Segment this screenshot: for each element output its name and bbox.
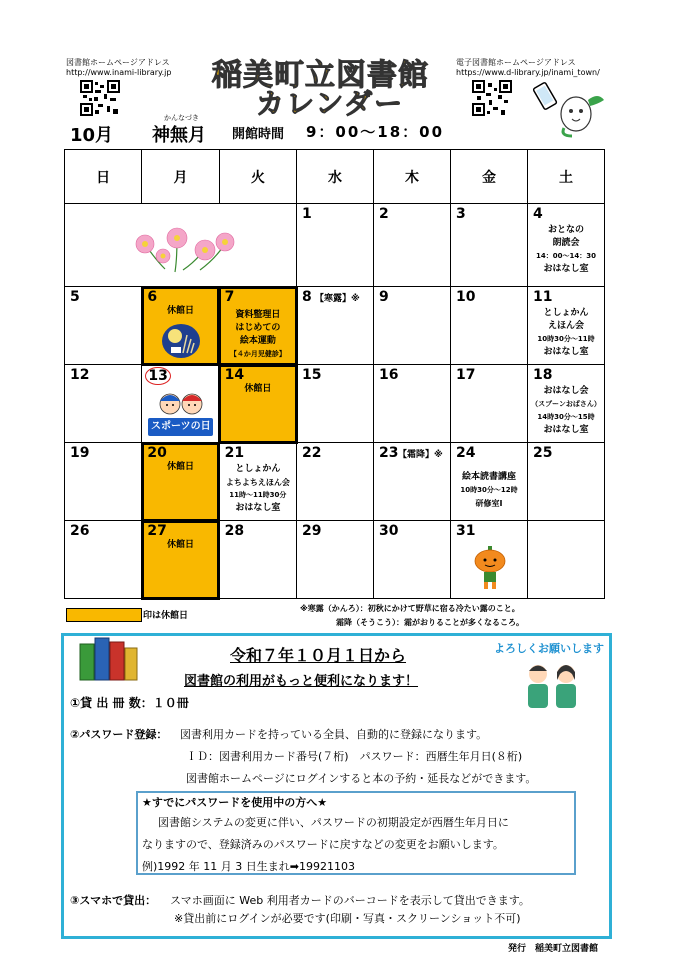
day-cell-3: [451, 204, 528, 287]
day-cell-5: [65, 287, 142, 365]
weekday-sat: 土: [528, 150, 605, 204]
smartphone-loan-label: ③スマホで貸出：: [70, 894, 157, 907]
day-number: 24: [456, 445, 476, 461]
calendar-grid: [64, 149, 605, 599]
event-reading-lecture: 絵本読書講座 10時30分～12時 研修室Ⅰ: [460, 472, 518, 508]
day-cell-16: [374, 365, 451, 443]
day-number: 3: [456, 206, 466, 222]
day-cell-28: [219, 521, 296, 599]
day-number: 25: [533, 445, 553, 461]
month-label: 10月: [70, 125, 114, 146]
day-number: 16: [379, 367, 399, 383]
closed-day-label: 休館日: [166, 540, 194, 550]
day-number: 17: [456, 367, 476, 383]
day-cell-13: [142, 365, 219, 443]
day-cell-14: [219, 365, 296, 443]
solar-term-label: 【寒露】※: [315, 294, 360, 304]
day-cell-31: [451, 521, 528, 599]
day-number: 26: [70, 523, 90, 539]
weekday-wed: 水: [297, 150, 374, 204]
notice-line-2: なりますので、登録済みのパスワードに戻すなどの変更をお願いします。: [142, 838, 504, 851]
day-cell-24: [451, 443, 528, 521]
day-number: 11: [533, 289, 553, 305]
day-cell-29: [297, 521, 374, 599]
week-row-3: [65, 365, 605, 443]
day-number: 2: [379, 206, 389, 222]
week-row-5: [65, 521, 605, 599]
greeting-text: よろしくお願いします: [494, 642, 604, 655]
day-cell-25: [528, 443, 605, 521]
pumpkin-character-icon: [473, 545, 507, 591]
day-number: 18: [533, 367, 553, 383]
weekday-tue: 火: [219, 150, 296, 204]
notice-example: 例)1992 年 11 月 3 日生まれ➡19921103: [142, 860, 355, 873]
day-number: 8: [302, 289, 312, 305]
day-number: 1: [302, 206, 312, 222]
day-cell-7: [219, 287, 296, 365]
closed-day-label: 休館日: [166, 462, 194, 472]
day-cell-22: [297, 443, 374, 521]
legend-note-kanro: ※寒露（かんろ）：初秋にかけて野草に宿る冷たい露のこと。: [300, 604, 520, 613]
week-row-2: [65, 287, 605, 365]
day-cell-2: [374, 204, 451, 287]
page-title: 稲美町立図書館: [212, 58, 429, 93]
phone-mascot-illustration: [532, 78, 612, 140]
opening-hours: 9：00～18：00: [306, 123, 445, 141]
day-number: 15: [302, 367, 322, 383]
id-password-format: ＩＤ：図書利用カード番号(７桁) パスワード：西暦生年月日(８桁): [186, 750, 523, 763]
closed-day-label: 休館日: [244, 384, 272, 394]
sports-kids-icon: [154, 387, 208, 417]
weekday-sun: 日: [65, 150, 142, 204]
event-toddler-books: としょかん よちよちえほん会 11時～11時30分 おはなし室: [225, 464, 290, 513]
day-cell-15: [297, 365, 374, 443]
weekday-fri: 金: [451, 150, 528, 204]
week-row-4: [65, 443, 605, 521]
day-number: 10: [456, 289, 476, 305]
event-picture-book: としょかん えほん会 10時30分～11時 おはなし室: [537, 308, 595, 357]
day-number: 31: [456, 523, 476, 539]
day-number: 19: [70, 445, 90, 461]
day-cell-17: [451, 365, 528, 443]
weekday-header-row: [65, 150, 605, 204]
day-number: 4: [533, 206, 543, 222]
day-cell-12: [65, 365, 142, 443]
day-cell-8: [297, 287, 374, 365]
ebook-qr-code[interactable]: [472, 80, 512, 116]
bowing-staff-icon: [520, 656, 586, 712]
day-cell-9: [374, 287, 451, 365]
weekday-mon: 月: [142, 150, 219, 204]
sports-day-badge: スポーツの日: [148, 418, 213, 436]
closed-day-label: 休館日: [166, 306, 194, 316]
page-subtitle: カレンダー: [256, 87, 405, 120]
day-number: 29: [302, 523, 322, 539]
event-storytime: おはなし会 （スプーンおばさん） 14時30分～15時 おはなし室: [531, 386, 601, 435]
event-adult-reading: おとなの 朗読会 14：00～14：30 おはなし室: [536, 225, 596, 274]
books-icon: [76, 634, 140, 682]
library-qr-code[interactable]: [80, 80, 120, 116]
weekday-thu: 木: [374, 150, 451, 204]
week-row-1: [65, 204, 605, 287]
day-cell-11: [528, 287, 605, 365]
day-number: 9: [379, 289, 389, 305]
solar-term-label: 【霜降】※: [398, 450, 443, 460]
day-cell-20: [142, 443, 219, 521]
holiday-day-number: 13: [145, 367, 170, 385]
moon-viewing-icon: [161, 323, 201, 359]
closed-day-swatch: [66, 608, 142, 622]
month-name: 神無月: [152, 125, 206, 146]
library-hp-url[interactable]: http://www.inami-library.jp: [66, 68, 172, 77]
day-number: 27: [147, 523, 167, 539]
month-name-ruby: かんなづき: [164, 114, 199, 122]
library-hp-label: 図書館ホームページアドレス: [66, 58, 170, 67]
day-number: 5: [70, 289, 80, 305]
day-number: 20: [147, 445, 167, 461]
day-cell-23: [374, 443, 451, 521]
login-benefit: 図書館ホームページにログインすると本の予約・延長などができます。: [186, 772, 537, 785]
smartphone-loan-note: ※貸出前にログインが必要です(印刷・写真・スクリーンショット不可): [174, 912, 521, 925]
day-number: 22: [302, 445, 322, 461]
publisher: 発行 稲美町立図書館: [508, 944, 599, 954]
password-reg-text: 図書利用カードを持っている全員、自動的に登録になります。: [180, 728, 488, 741]
notice-line-1: 図書館システムの変更に伴い、パスワードの初期設定が西暦生年月日に: [158, 816, 509, 829]
day-cell-empty: [528, 521, 605, 599]
day-number: 23: [379, 445, 399, 461]
day-number: 12: [70, 367, 90, 383]
day-cell-4: [528, 204, 605, 287]
day-cell-1: [297, 204, 374, 287]
day-number: 7: [224, 289, 235, 305]
day-number: 6: [147, 289, 158, 305]
smartphone-loan-text: スマホ画面に Web 利用者カードのバーコードを表示して貸出できます。: [170, 894, 530, 907]
day-cell-19: [65, 443, 142, 521]
day-number: 14: [224, 367, 245, 383]
day-cell-6: [142, 287, 219, 365]
day-cell-26: [65, 521, 142, 599]
announcement-subheading: 図書館の利用がもっと便利になります！: [184, 674, 419, 689]
legend-note-soukou: 霜降（そうこう）：霜がおりることが多くなるころ。: [336, 618, 524, 627]
cosmos-flowers-icon: [65, 204, 296, 282]
announcement-heading: 令和７年１０月１日から: [230, 646, 407, 665]
day-number: 30: [379, 523, 399, 539]
day-number: 28: [224, 523, 245, 539]
loan-limit: ①貸 出 冊 数：１０冊: [70, 696, 189, 710]
hours-label: 開館時間: [232, 127, 285, 142]
notice-title: ★すでにパスワードを使用中の方へ★: [142, 796, 328, 809]
day-cell-30: [374, 521, 451, 599]
ebook-hp-url[interactable]: https://www.d-library.jp/inami_town/: [456, 68, 600, 77]
ebook-hp-label: 電子図書館ホームページアドレス: [456, 58, 576, 67]
event-book-start: 資料整理日 はじめての 絵本運動 【４か月児健診】: [229, 310, 286, 358]
cosmos-illustration-cell: [65, 204, 297, 287]
day-cell-27: [142, 521, 219, 599]
day-cell-18: [528, 365, 605, 443]
day-cell-21: [219, 443, 296, 521]
password-reg-label: ②パスワード登録：: [70, 728, 168, 741]
legend-label: 印は休館日: [143, 611, 189, 621]
day-number: 21: [224, 445, 245, 461]
day-cell-10: [451, 287, 528, 365]
